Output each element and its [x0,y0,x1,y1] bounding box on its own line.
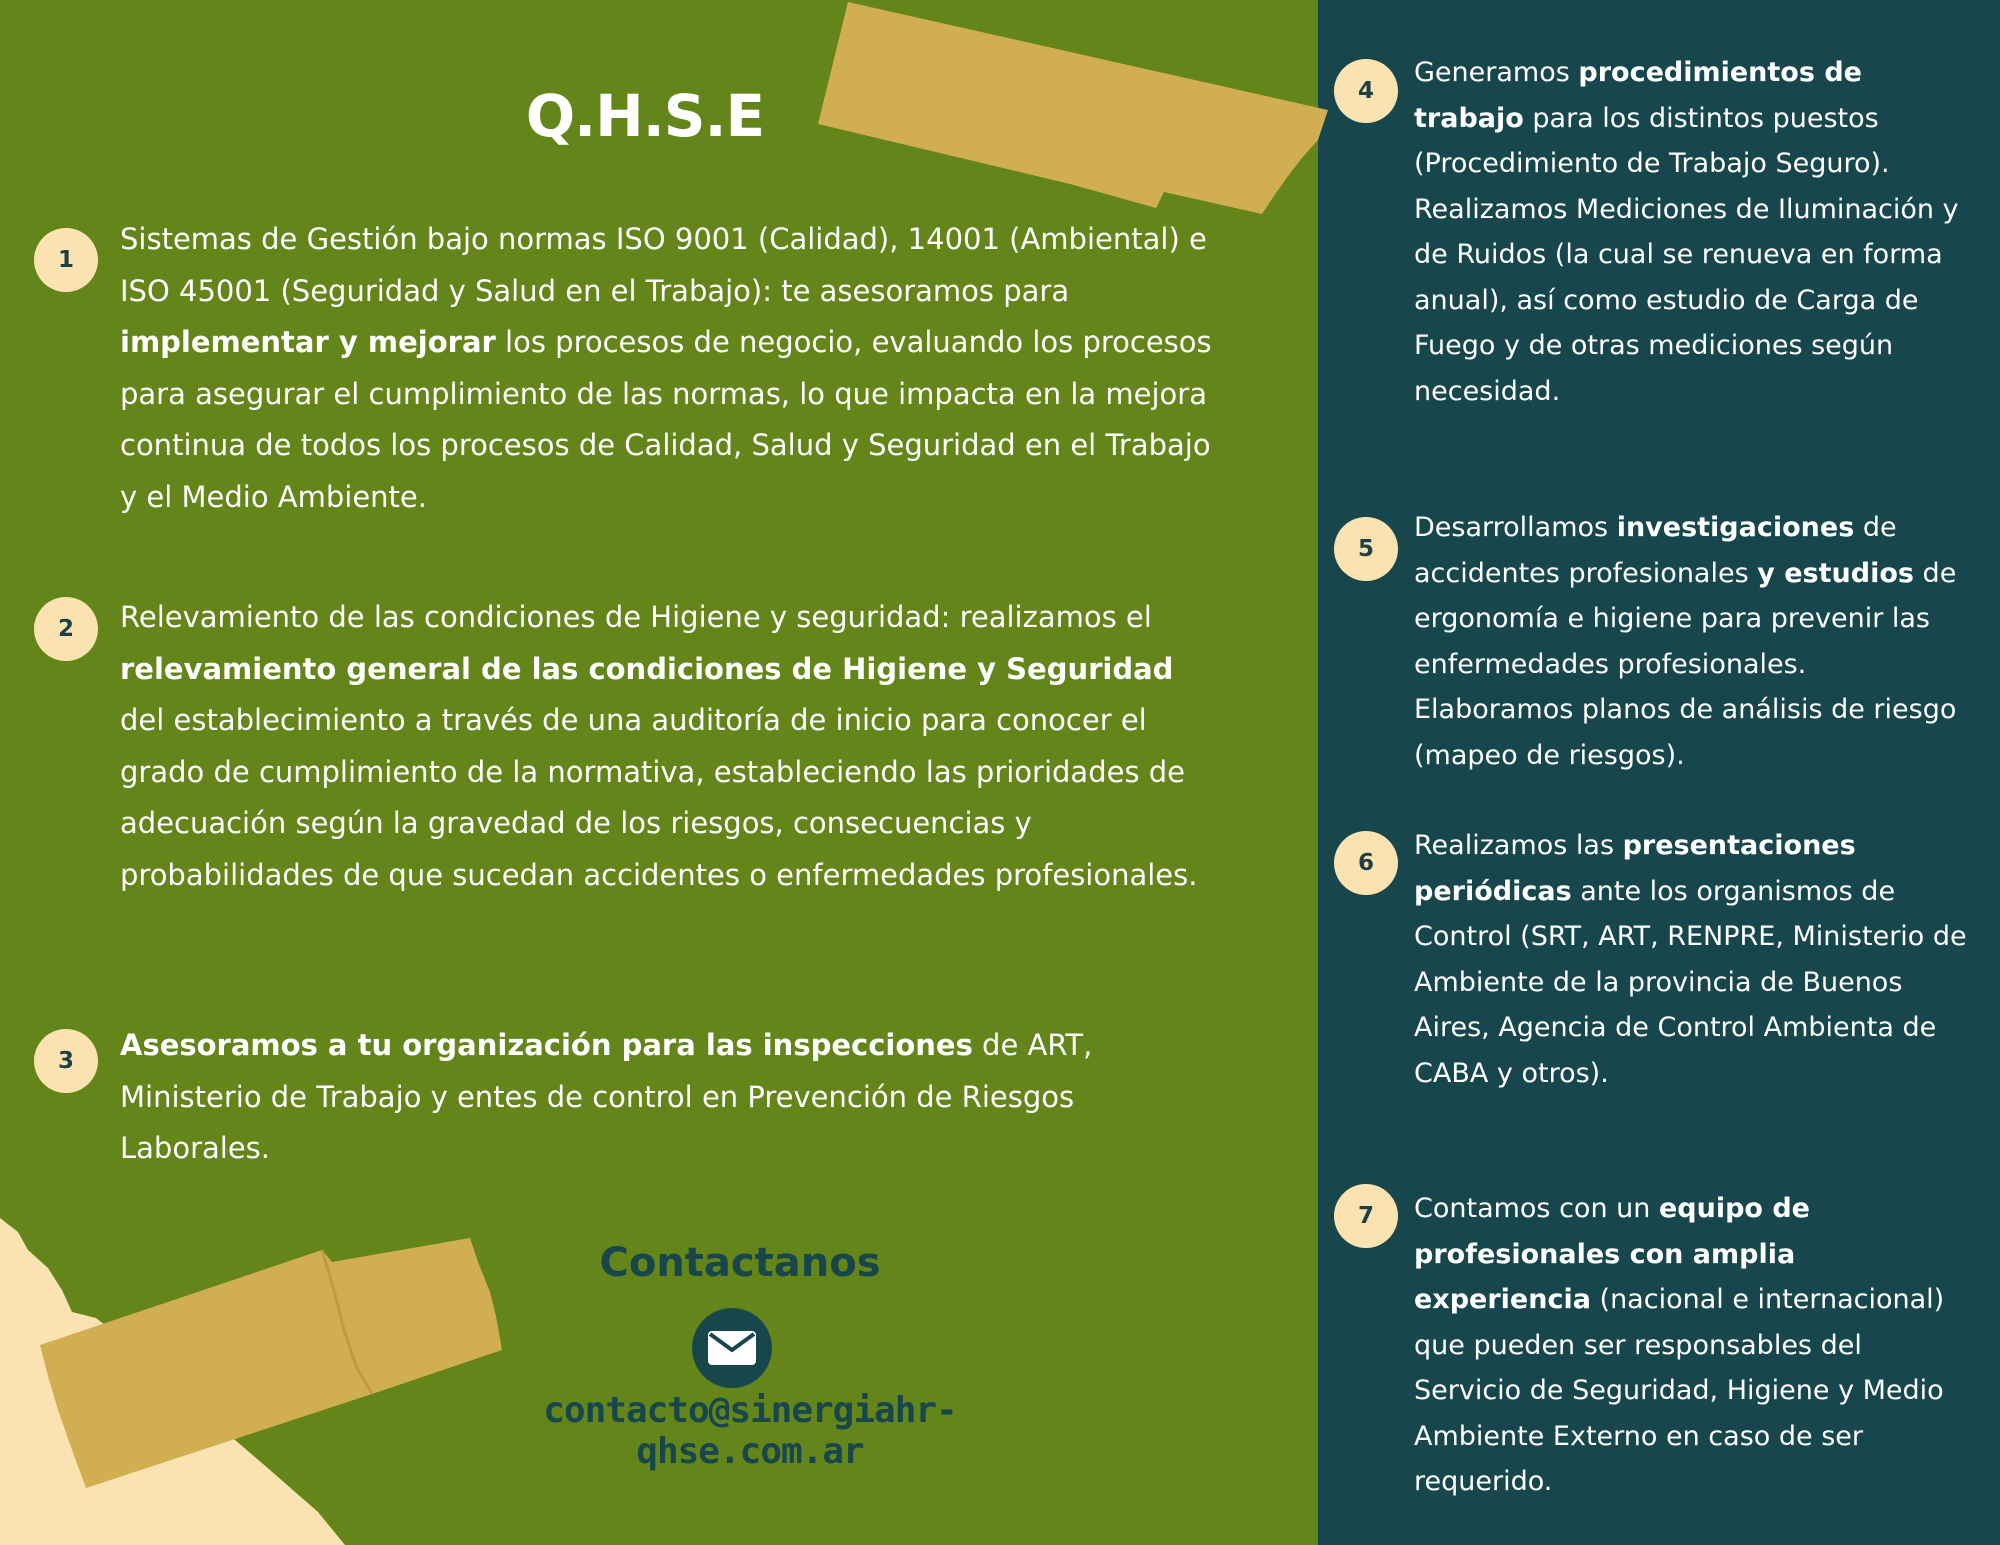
item-text [1414,1186,1974,1505]
text-segment: de ergonomía e higiene para prevenir las enfermedades profesionales. Elaboramos planos de análisis de riesgo (mapeo de riesgos). [1414,557,1957,771]
contact-email-link[interactable]: contacto@sinergiahr-qhse.com.ar [543,1390,957,1472]
item-text [1414,823,1974,1096]
text-segment: (nacional e internacional) que pueden ser responsables del Servicio de Seguridad, Higiene y Medio Ambiente Externo en caso de ser requerido. [1414,1284,1945,1497]
item-text [120,214,1220,523]
bold-text-segment: relevamiento general de las condiciones de Higiene y Seguridad [120,651,1174,686]
item-number-badge: 6 [1334,831,1398,895]
envelope-icon [707,1330,757,1366]
item-number-badge: 5 [1334,517,1398,581]
text-segment: Realizamos las [1414,830,1623,861]
item-text [1414,50,1974,414]
item-number-badge: 3 [34,1029,98,1093]
text-segment: los procesos de negocio, evaluando los procesos para asegurar el cumplimiento de las normas, lo que impacta en la mejora continua de todos los procesos de Calidad, Salud y Seguridad en el Trabajo y el Medio Ambiente. [120,325,1212,514]
page-title: Q.H.S.E [525,82,765,150]
text-segment: del establecimiento a través de una auditoría de inicio para conocer el grado de cumplimiento de la normativa, estableciendo las prioridades de adecuación según la gravedad de los riesgos, consecuencias y probabilidades de que sucedan accidentes o enfermedades profesionales. [120,703,1198,892]
bold-text-segment: Asesoramos a tu organización para las inspecciones [120,1028,973,1062]
bold-text-segment: y estudios [1757,557,1914,589]
text-segment: de accidentes profesionales [1414,512,1897,589]
bold-text-segment: procedimientos de trabajo [1414,57,1862,134]
tape-bottom-shape [40,1238,502,1488]
contact-title: Contactanos [599,1240,881,1286]
item-text [120,592,1220,901]
item-text [120,1020,1220,1175]
text-segment: Desarrollamos [1414,512,1617,543]
item-number-badge: 2 [34,597,98,661]
item-number-badge: 7 [1334,1184,1398,1248]
bold-text-segment: presentaciones periódicas [1414,830,1856,907]
email-icon-button[interactable] [692,1308,772,1388]
text-segment: ante los organismos de Control (SRT, ART, RENPRE, Ministerio de Ambiente de la provincia de Buenos Aires, Agencia de Control Ambienta de CABA y otros). [1414,875,1967,1089]
text-segment: Relevamiento de las condiciones de Higiene y seguridad: realizamos el [120,600,1152,634]
text-segment: para los distintos puestos (Procedimiento de Trabajo Seguro). Realizamos Mediciones de Iluminación y de Ruidos (la cual se renueva en forma anual), así como estudio de Carga de Fuego y de otras mediciones según necesidad. [1414,102,1959,407]
text-segment: Sistemas de Gestión bajo normas ISO 9001 (Calidad), 14001 (Ambiental) e ISO 45001 (Seguridad y Salud en el Trabajo): te asesoramos para [120,222,1207,308]
bold-text-segment: implementar y mejorar [120,325,496,359]
text-segment: Generamos [1414,57,1579,88]
tape-top-shape [818,2,1328,214]
item-number-badge: 1 [34,228,98,292]
bold-text-segment: investigaciones [1616,512,1855,543]
text-segment: Contamos con un [1414,1193,1659,1224]
item-number-badge: 4 [1334,59,1398,123]
text-segment: de ART, Ministerio de Trabajo y entes de control en Prevención de Riesgos Laborales. [120,1028,1093,1165]
bold-text-segment: equipo de profesionales con amplia experiencia [1414,1193,1810,1315]
item-text [1414,505,1974,778]
